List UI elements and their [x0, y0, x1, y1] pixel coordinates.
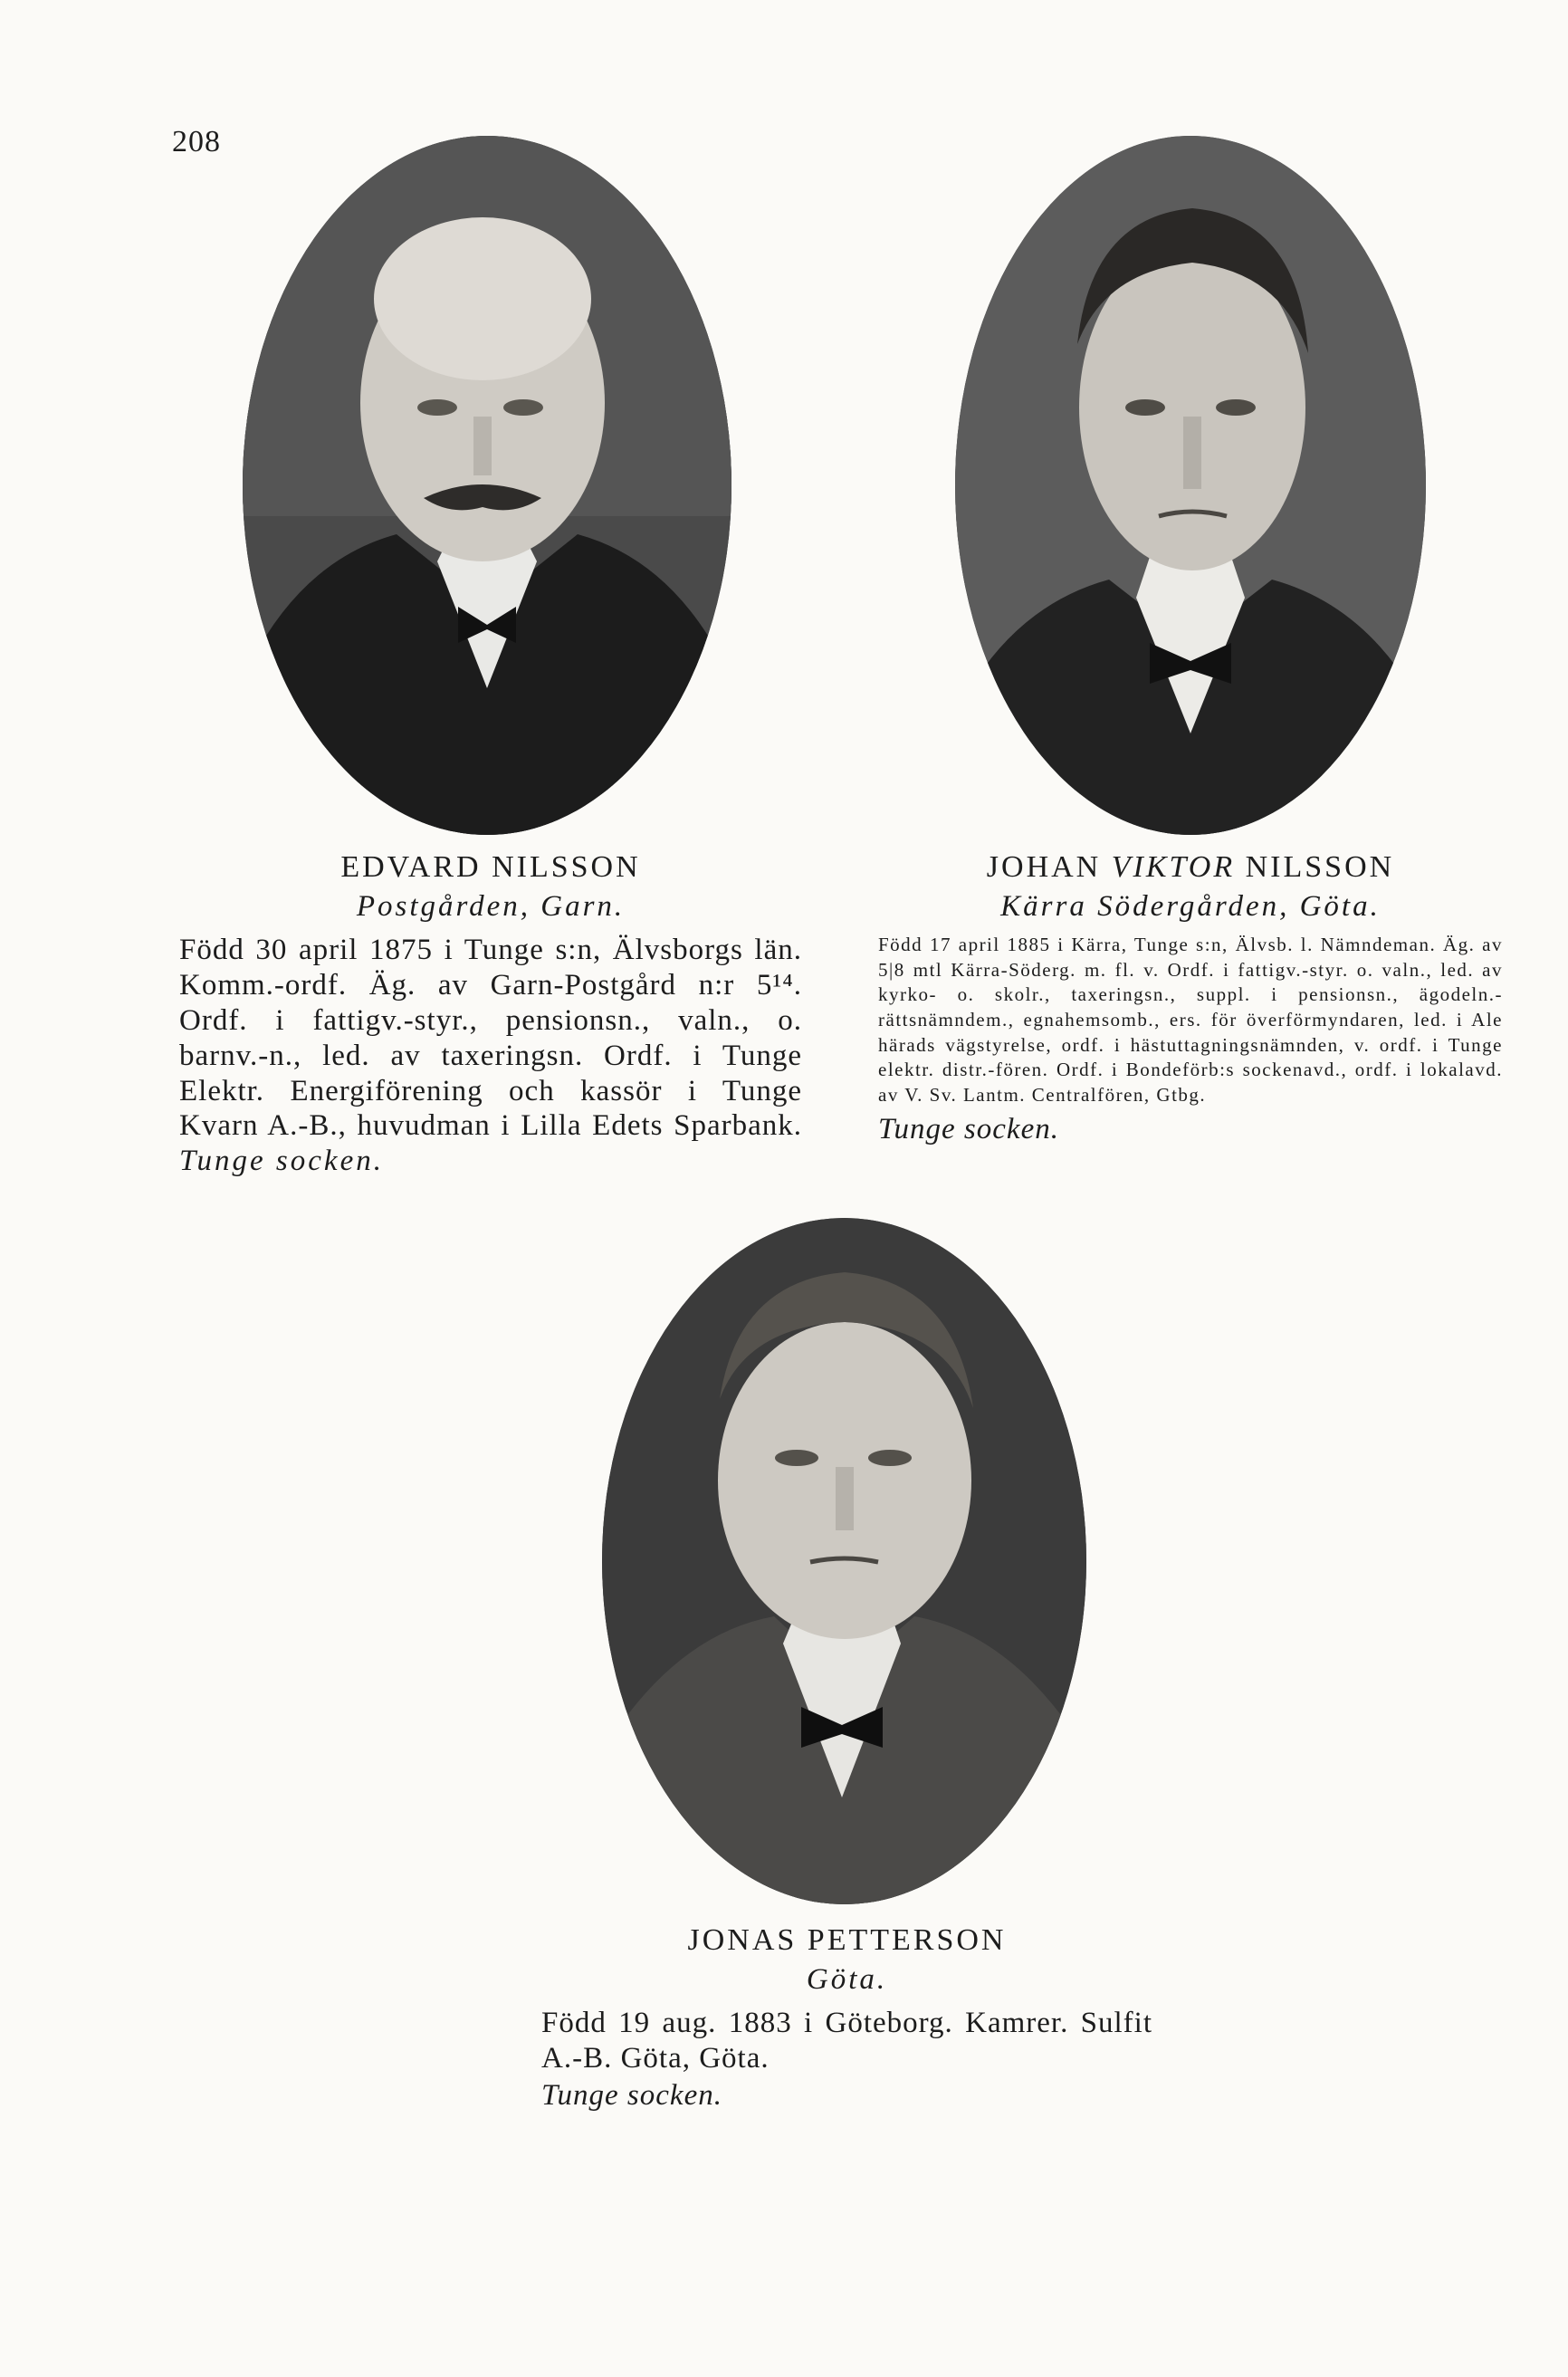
person-bio: Född 30 april 1875 i Tunge s:n, Älvsborgs län. Komm.-ordf. Äg. av Garn-Postgård n:r 5¹⁴. Ordf. i fattigv.-styr., pensionsn., valn., o. barnv.-n., led. av taxeringsn. Ordf. i Tunge Elektr. Energiförening och kassör i Tunge Kvarn A.-B., huvudman i Lilla Edets Sparbank. Tunge socken.	[179, 933, 802, 1178]
man-portrait-icon	[602, 1218, 1086, 1904]
parish: Tunge socken.	[878, 1112, 1059, 1145]
person-place: Postgården, Garn.	[356, 889, 626, 923]
caption-jonas-petterson	[541, 1922, 1152, 2113]
caption-johan-viktor-nilsson	[878, 849, 1503, 1147]
man-portrait-icon	[243, 136, 731, 835]
person-name: JONAS PETTERSON	[687, 1923, 1007, 1957]
person-bio: Född 19 aug. 1883 i Göteborg. Kamrer. Sulfit A.-B. Göta, Göta.	[541, 2006, 1152, 2075]
portrait-johan-viktor-nilsson	[955, 136, 1426, 835]
portrait-jonas-petterson	[602, 1218, 1086, 1904]
portrait-edvard-nilsson	[243, 136, 731, 835]
caption-edvard-nilsson	[179, 849, 802, 1179]
parish: Tunge socken.	[541, 2078, 722, 2112]
person-bio: Född 17 april 1885 i Kärra, Tunge s:n, Älvsb. l. Nämndeman. Äg. av 5|8 mtl Kärra-Söderg. m. fl. v. Ordf. i fattigv.-styr. o. valn., led. av kyrko- o. skolr., taxeringsn., suppl. i pensionsn., ägodeln.-rättsnämndem., egnahemsomb., ers. för överförmyndaren, led. i Ale härads vägstyrelse, ordf. i hästuttagningsnämnden, v. ordf. i Tunge elektr. distr.-fören. Ordf. i Bondeförb:s sockenavd., ordf. i lokalavd. av V. Sv. Lantm. Centralfören, Gtbg.	[878, 933, 1503, 1107]
person-name: EDVARD NILSSON	[340, 850, 641, 884]
person-name: JOHAN VIKTOR NILSSON	[986, 850, 1395, 884]
page-number: 208	[172, 125, 221, 158]
man-portrait-icon	[955, 136, 1426, 835]
parish: Tunge socken.	[179, 1145, 384, 1178]
person-place: Göta.	[806, 1962, 888, 1996]
person-place: Kärra Södergården, Göta.	[1000, 889, 1381, 923]
